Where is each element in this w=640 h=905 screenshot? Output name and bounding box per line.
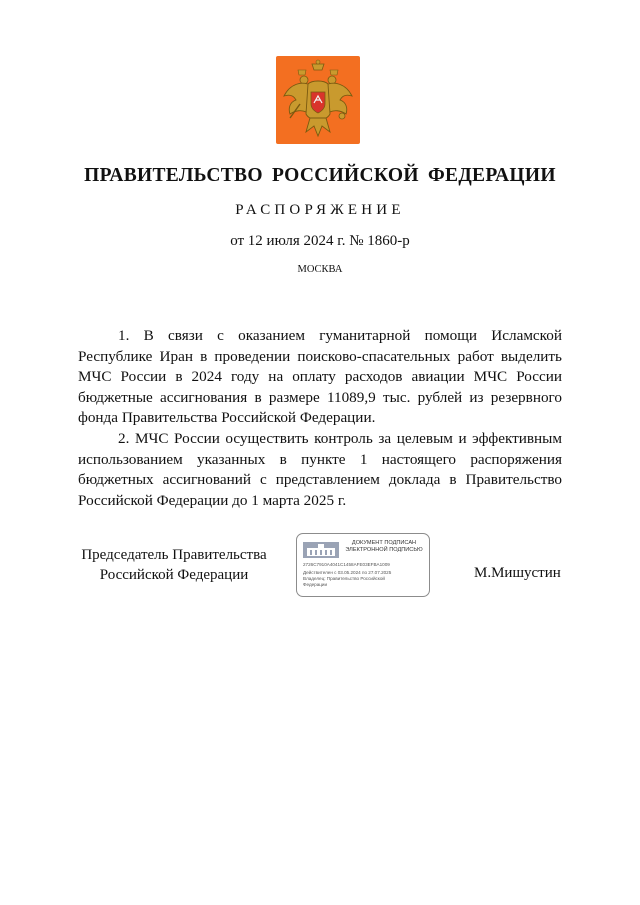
document-type: РАСПОРЯЖЕНИЕ	[235, 202, 405, 218]
signer-position-line-2: Российской Федерации	[99, 567, 249, 583]
document-body	[78, 326, 562, 511]
stamp-certificate: 2726C7910A4041C1458AFE03EFBA1009	[303, 562, 390, 567]
stamp-heading-line-2: ЭЛЕКТРОННОЙ ПОДПИСЬЮ	[345, 547, 423, 553]
paragraph-2: 2. МЧС России осуществить контроль за целевым и эффективным использованием указанных в пункте 1 настоящего распоряжения бюджетных ассигнований с представлением доклада в Правительство Российской Федерации до 1 марта 2025 г.	[78, 429, 562, 509]
signer-name: М.Мишустин	[474, 565, 561, 581]
stamp-heading-line-1: ДОКУМЕНТ ПОДПИСАН	[351, 540, 417, 546]
stamp-validity: Действителен с 03.05.2024 по 27.07.2025	[303, 570, 392, 575]
signer-position-line-1: Председатель Правительства	[81, 547, 267, 563]
stamp-owner-line-1: Владелец: Правительство Российской	[303, 576, 385, 581]
stamp-owner-line-2: Федерации	[303, 582, 328, 587]
government-building-icon	[303, 542, 339, 558]
document-date-number: от 12 июля 2024 г. № 1860-р	[230, 233, 410, 249]
stamp-heading	[341, 540, 427, 554]
document-city: МОСКВА	[297, 264, 343, 275]
coat-of-arms-icon	[276, 56, 360, 144]
government-title: ПРАВИТЕЛЬСТВО РОССИЙСКОЙ ФЕДЕРАЦИИ	[84, 165, 556, 186]
paragraph-1: 1. В связи с оказанием гуманитарной помощи Исламской Республике Иран в проведении поисково-спасательных работ выделить МЧС России в 2024 году на оплату расходов авиации МЧС России бюджетные ассигнования в размере 11089,9 тыс. рублей из резервного фонда Правительства Российской Федерации.	[78, 327, 562, 427]
signer-position	[76, 545, 272, 585]
electronic-signature-stamp	[296, 533, 430, 597]
